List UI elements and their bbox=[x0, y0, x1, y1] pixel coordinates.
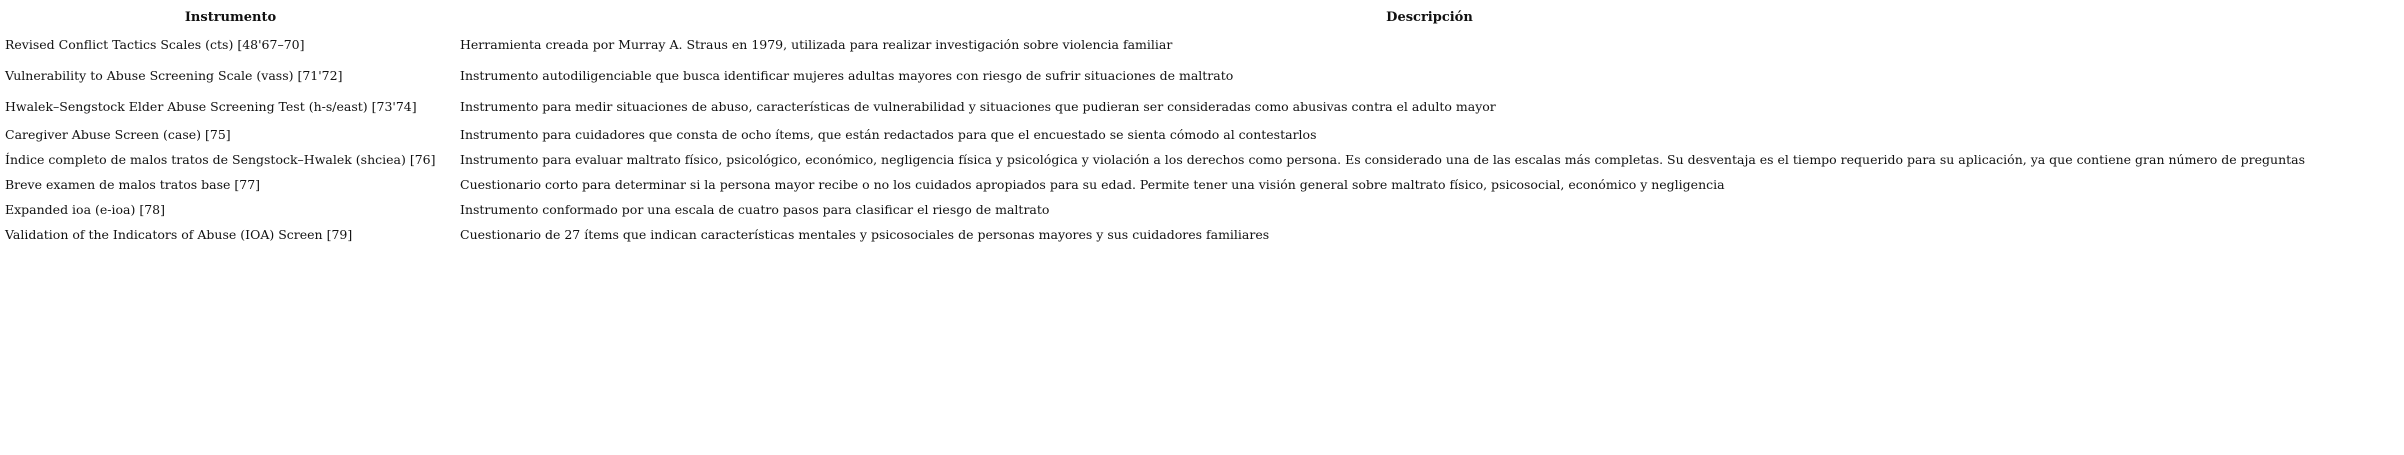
header-instrument: Instrumento bbox=[184, 9, 277, 25]
description-cell: Herramienta creada por Murray A. Straus en 1979, utilizada para realizar investigación sobre violencia familiar bbox=[460, 37, 1173, 52]
instrument-table bbox=[3, 5, 2401, 247]
instrument-cell: Validation of the Indicators of Abuse (IOA) Screen [79] bbox=[5, 227, 353, 242]
description-cell: Instrumento para cuidadores que consta de ocho ítems, que están redactados para que el encuestado se sienta cómodo al contestarlos bbox=[460, 127, 1317, 142]
description-cell: Instrumento autodiligenciable que busca identificar mujeres adultas mayores con riesgo de sufrir situaciones de maltrato bbox=[460, 68, 1234, 83]
table-row bbox=[3, 172, 2401, 197]
table-row bbox=[3, 91, 2401, 122]
instrument-cell: Caregiver Abuse Screen (case) [75] bbox=[5, 127, 231, 142]
instrument-cell: Vulnerability to Abuse Screening Scale (vass) [71'72] bbox=[5, 68, 343, 83]
description-cell: Cuestionario de 27 ítems que indican características mentales y psicosociales de personas mayores y sus cuidadores familiares bbox=[460, 227, 1270, 242]
description-cell: Instrumento para evaluar maltrato físico, psicológico, económico, negligencia física y psicológica y violación a los derechos como persona. Es considerado una de las escalas más completas. Su desventaja es el tiempo requerido para su aplicación, ya que contiene gran número de preguntas bbox=[460, 152, 2306, 167]
description-cell: Instrumento para medir situaciones de abuso, características de vulnerabilidad y situaciones que pudieran ser consideradas como abusivas contra el adulto mayor bbox=[460, 99, 1496, 114]
table-row bbox=[3, 222, 2401, 247]
table-row bbox=[3, 122, 2401, 147]
table-header-row bbox=[3, 5, 2401, 29]
description-cell: Instrumento conformado por una escala de cuatro pasos para clasificar el riesgo de maltrato bbox=[460, 202, 1050, 217]
table-row bbox=[3, 60, 2401, 91]
instrument-cell: Hwalek–Sengstock Elder Abuse Screening Test (h-s/east) [73'74] bbox=[5, 99, 417, 114]
instrument-cell: Índice completo de malos tratos de Sengstock–Hwalek (shciea) [76] bbox=[5, 152, 436, 167]
instrument-cell: Breve examen de malos tratos base [77] bbox=[5, 177, 261, 192]
description-cell: Cuestionario corto para determinar si la persona mayor recibe o no los cuidados apropiados para su edad. Permite tener una visión general sobre maltrato físico, psicosocial, económico y negligencia bbox=[460, 177, 1725, 192]
instrument-cell: Expanded ioa (e-ioa) [78] bbox=[5, 202, 165, 217]
table-row bbox=[3, 197, 2401, 222]
table-row bbox=[3, 29, 2401, 60]
header-description: Descripción bbox=[1386, 9, 1473, 25]
table-row bbox=[3, 147, 2401, 172]
instrument-cell: Revised Conflict Tactics Scales (cts) [48'67–70] bbox=[5, 37, 305, 52]
